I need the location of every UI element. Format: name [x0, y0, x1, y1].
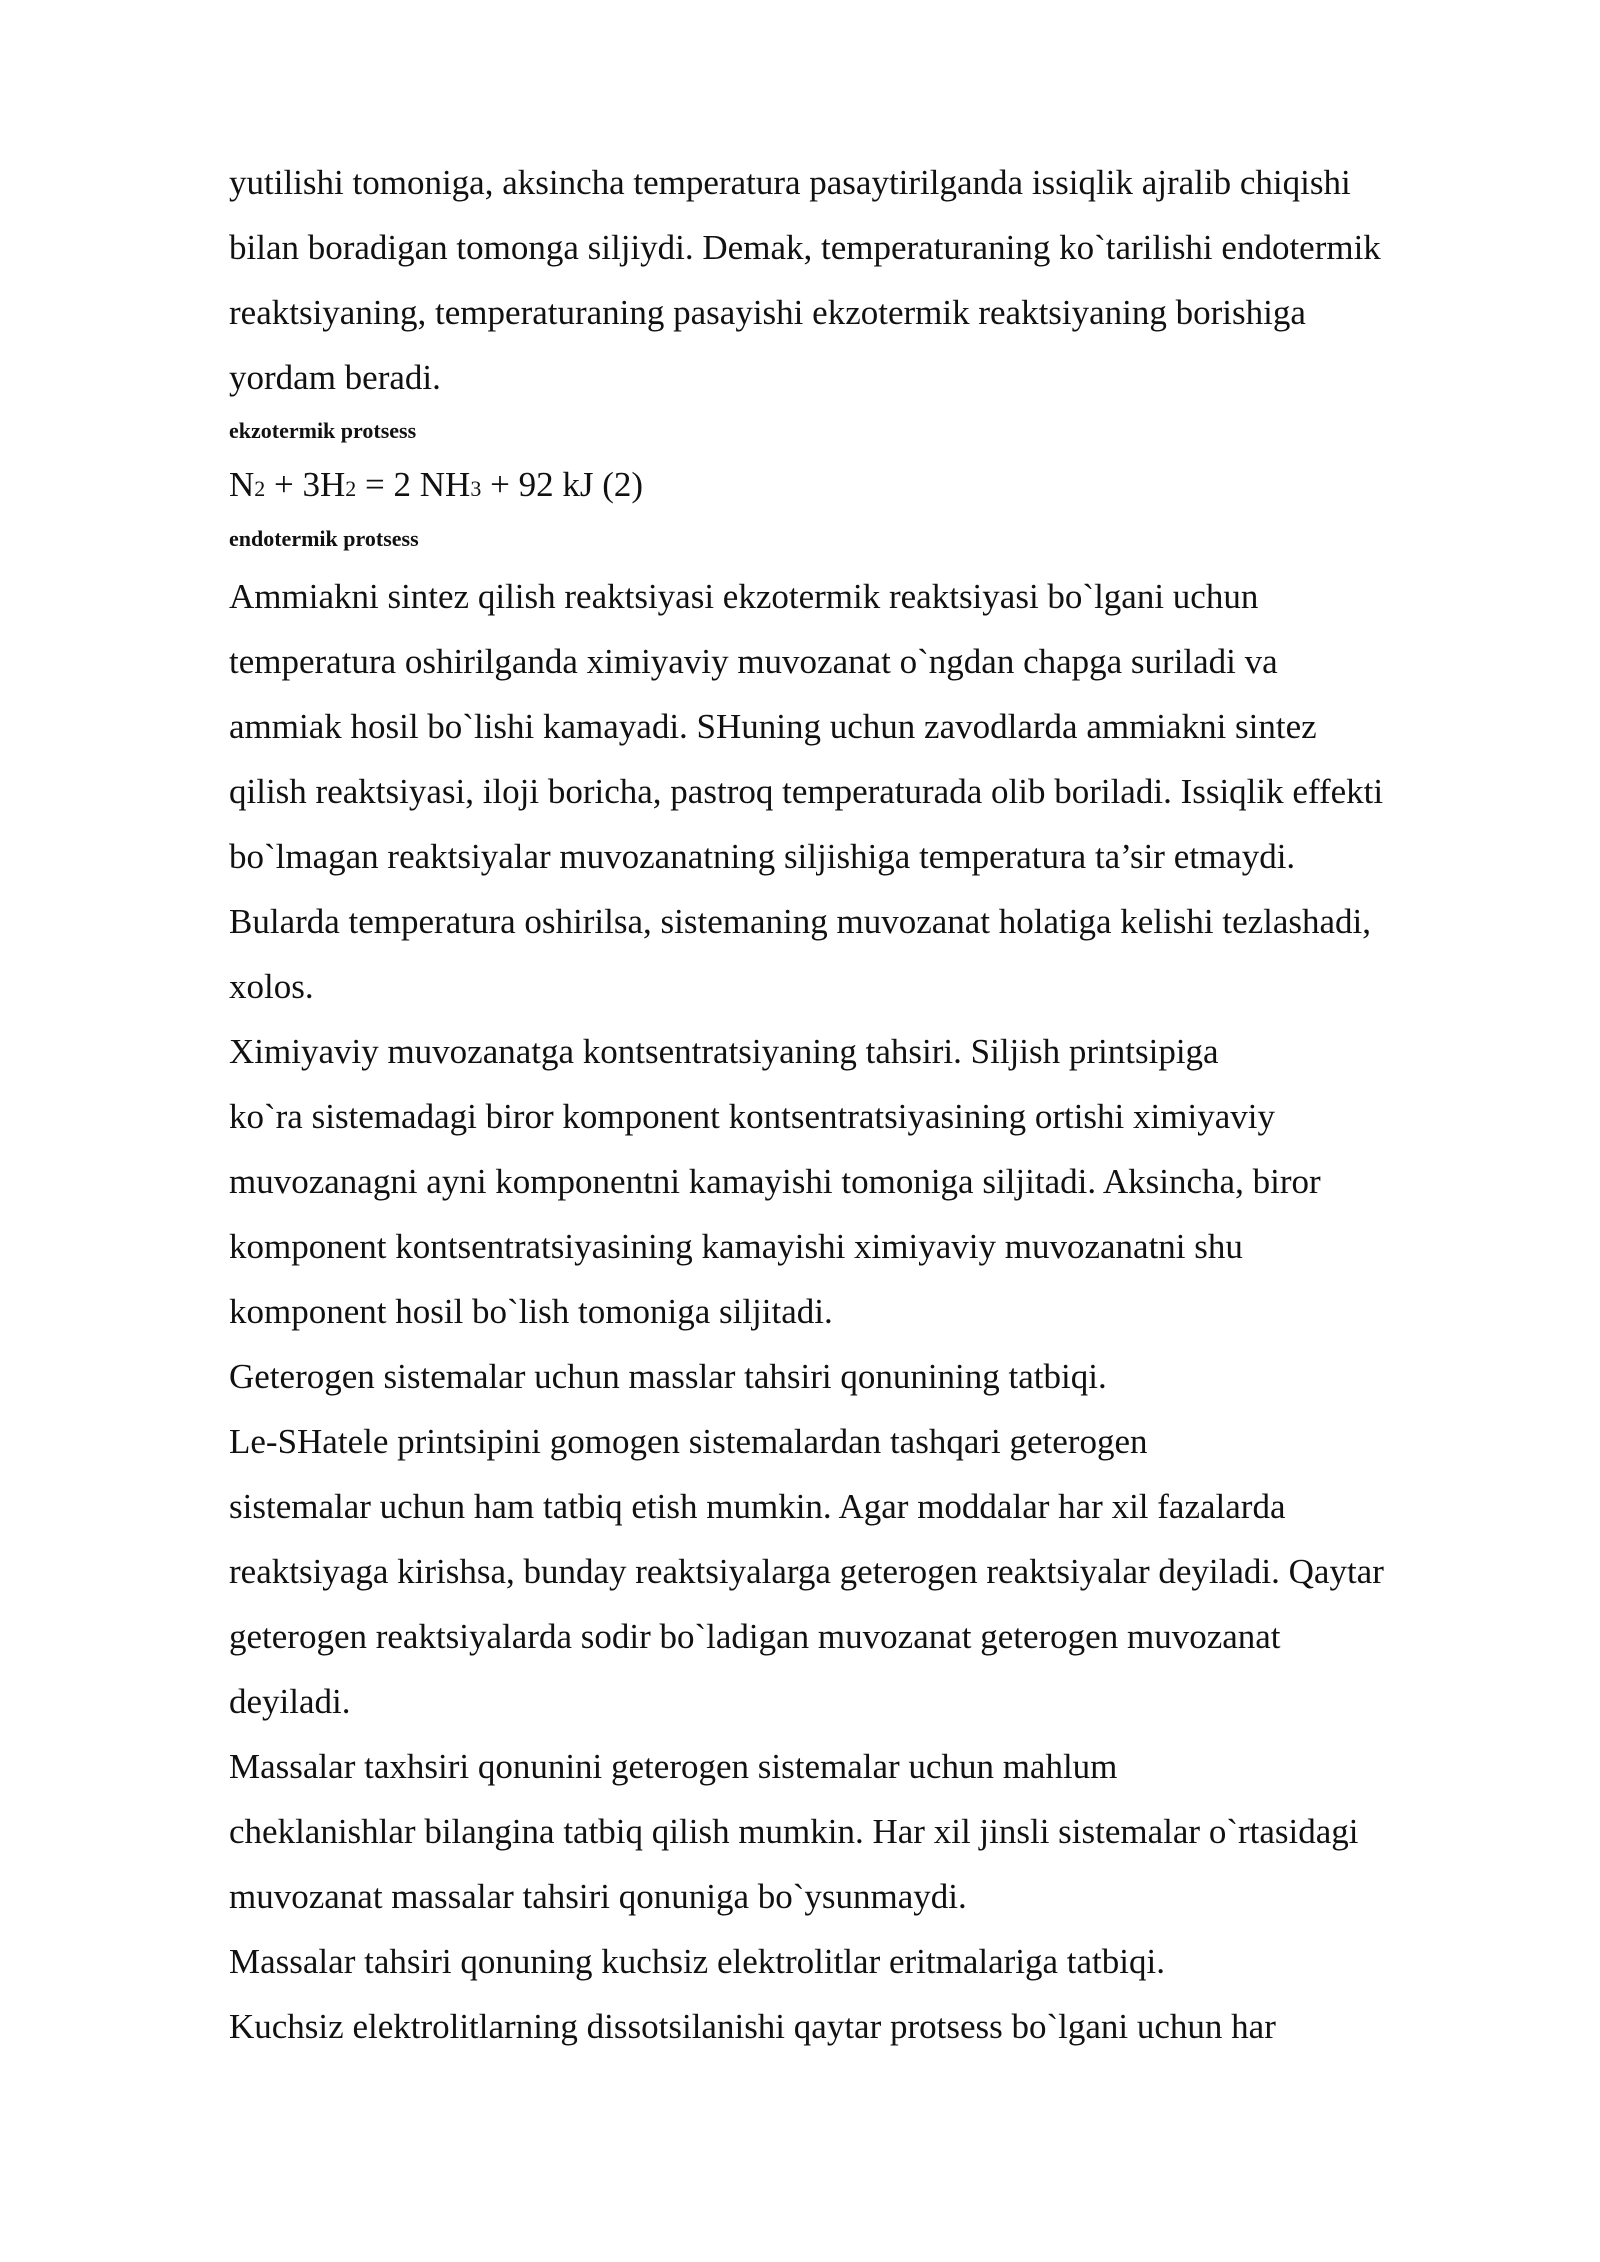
text-line: Kuchsiz elektrolitlarning dissotsilanishi qaytar protsess bo`lgani uchun har: [229, 2007, 1276, 2046]
text-line: reaktsiyaning, temperaturaning pasayishi ekzotermik reaktsiyaning borishiga: [229, 293, 1306, 332]
text-line: bilan boradigan tomonga siljiydi. Demak, temperaturaning ko`tarilishi endotermik: [229, 228, 1381, 267]
body-text-block: [229, 564, 1529, 2059]
text-line: ko`ra sistemadagi biror komponent kontsentratsiyasining ortishi ximiyaviy: [229, 1097, 1275, 1136]
equation-subscript: 2: [345, 476, 357, 501]
text-line: Bularda temperatura oshirilsa, sistemaning muvozanat holatiga kelishi tezlashadi,: [229, 902, 1372, 941]
text-line: muvozanagni ayni komponentni kamayishi tomoniga siljitadi. Aksincha, biror: [229, 1162, 1321, 1201]
text-line: Massalar tahsiri qonuning kuchsiz elektrolitlar eritmalariga tatbiqi.: [229, 1942, 1165, 1981]
page-content: [229, 150, 1529, 2059]
equation-part: + 92 kJ (2): [481, 465, 644, 504]
text-line: Le-SHatele printsipini gomogen sistemalardan tashqari geterogen: [229, 1422, 1148, 1461]
text-line: Ximiyaviy muvozanatga kontsentratsiyaning tahsiri. Siljish printsipiga: [229, 1032, 1219, 1071]
text-line: yordam beradi.: [229, 358, 441, 397]
text-line: komponent kontsentratsiyasining kamayishi ximiyaviy muvozanatni shu: [229, 1227, 1243, 1266]
text-line: Geterogen sistemalar uchun masslar tahsiri qonunining tatbiqi.: [229, 1357, 1107, 1396]
text-line: geterogen reaktsiyalarda sodir bo`ladigan muvozanat geterogen muvozanat: [229, 1617, 1281, 1656]
text-line: komponent hosil bo`lish tomoniga siljitadi.: [229, 1292, 833, 1331]
text-line: reaktsiyaga kirishsa, bunday reaktsiyalarga geterogen reaktsiyalar deyiladi. Qaytar: [229, 1552, 1384, 1591]
endothermic-label: endotermik protsess: [229, 526, 419, 551]
text-line: temperatura oshirilganda ximiyaviy muvozanat o`ngdan chapga suriladi va: [229, 642, 1278, 681]
text-line: yutilishi tomoniga, aksincha temperatura pasaytirilganda issiqlik ajralib chiqishi: [229, 163, 1351, 202]
text-line: qilish reaktsiyasi, iloji boricha, pastroq temperaturada olib boriladi. Issiqlik effekti: [229, 772, 1384, 811]
text-line: muvozanat massalar tahsiri qonuniga bo`ysunmaydi.: [229, 1877, 967, 1916]
text-line: Massalar taxhsiri qonunini geterogen sistemalar uchun mahlum: [229, 1747, 1118, 1786]
text-line: bo`lmagan reaktsiyalar muvozanatning siljishiga temperatura ta’sir etmaydi.: [229, 837, 1296, 876]
equation-part: N: [229, 465, 255, 504]
text-line: ammiak hosil bo`lishi kamayadi. SHuning uchun zavodlarda ammiakni sintez: [229, 707, 1317, 746]
text-line: deyiladi.: [229, 1682, 351, 1721]
equation-part: + 3H: [265, 465, 346, 504]
equation-subscript: 2: [254, 476, 266, 501]
text-line: cheklanishlar bilangina tatbiq qilish mumkin. Har xil jinsli sistemalar o`rtasidagi: [229, 1812, 1359, 1851]
text-line: xolos.: [229, 967, 314, 1006]
exothermic-label: ekzotermik protsess: [229, 418, 417, 443]
text-line: sistemalar uchun ham tatbiq etish mumkin. Agar moddalar har xil fazalarda: [229, 1487, 1286, 1526]
text-line: Ammiakni sintez qilish reaktsiyasi ekzotermik reaktsiyasi bo`lgani uchun: [229, 577, 1259, 616]
reaction-equation: [229, 456, 1529, 518]
equation-part: = 2 NH: [356, 465, 471, 504]
equation-subscript: 3: [470, 476, 482, 501]
